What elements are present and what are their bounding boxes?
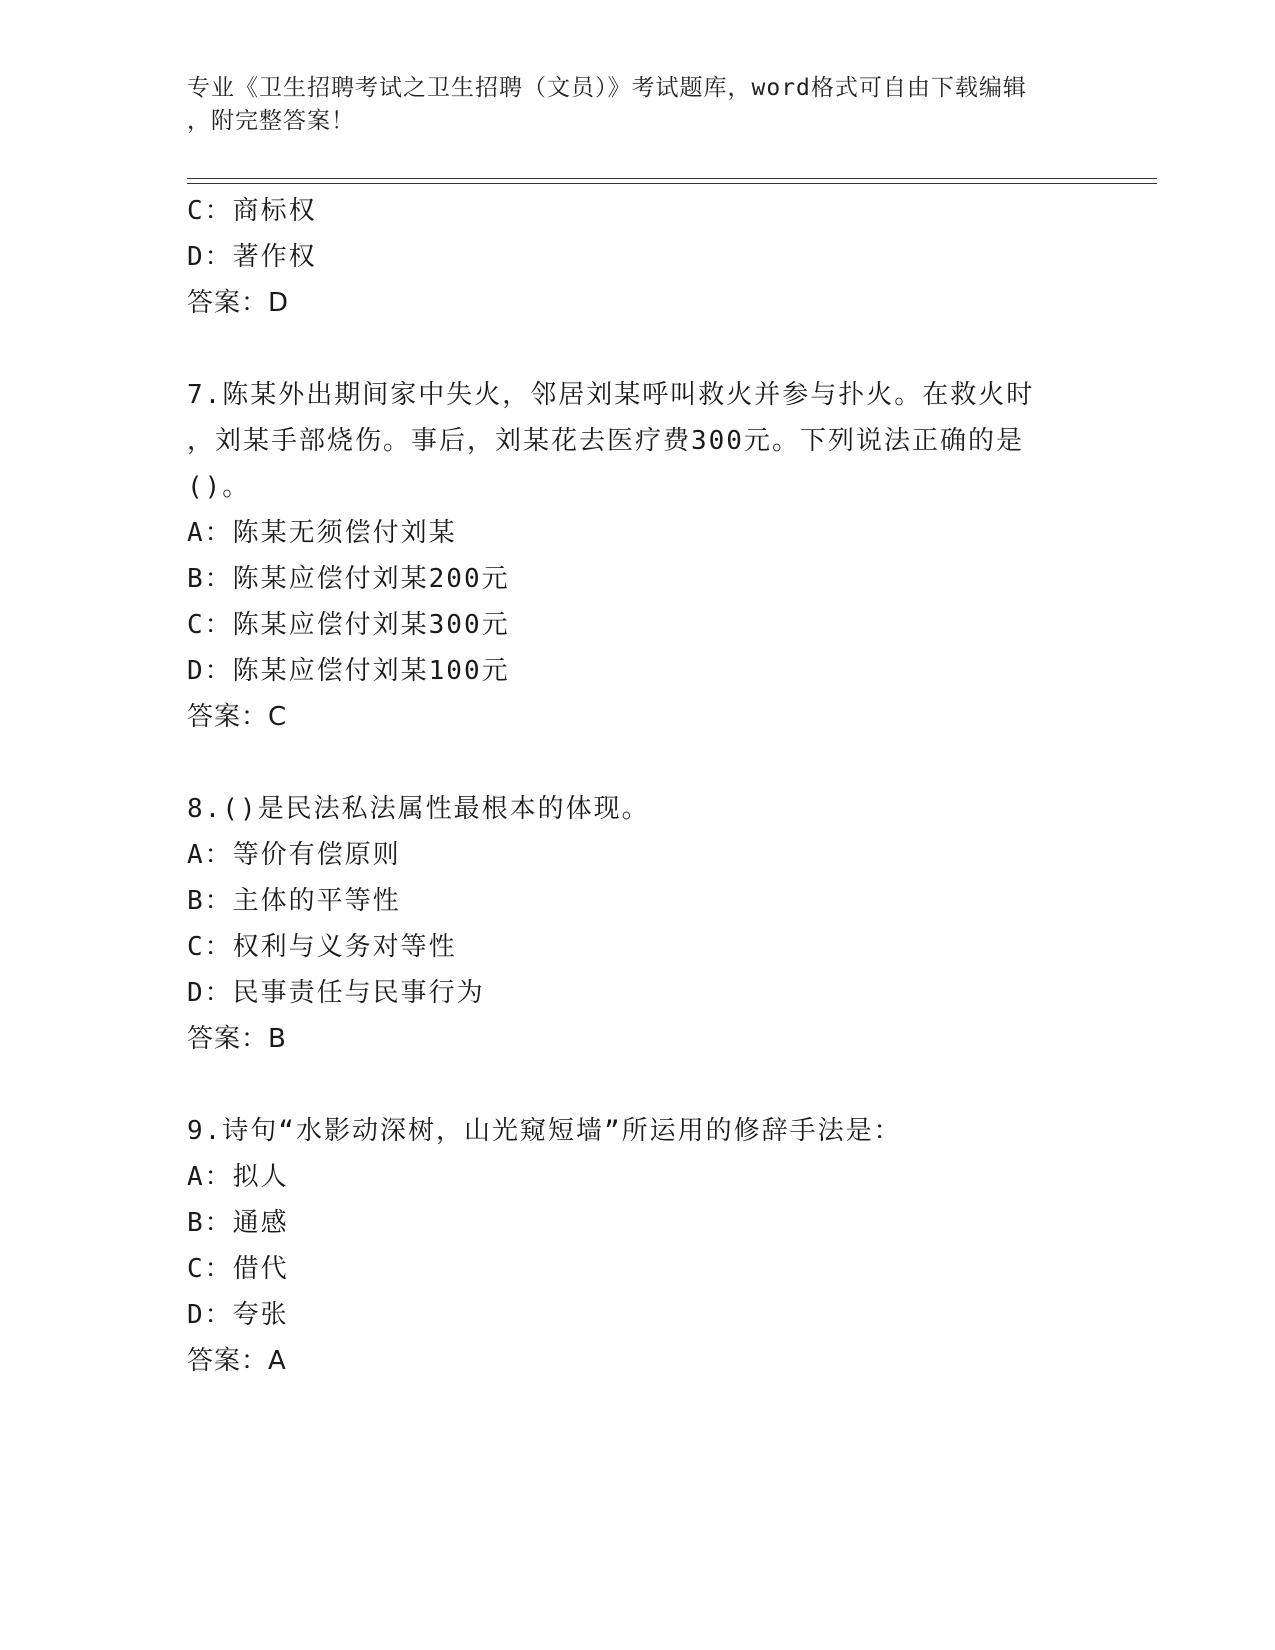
spacer (187, 740, 1087, 786)
option-a: A：等价有偿原则 (187, 840, 401, 870)
question-text-line: ，刘某手部烧伤。事后，刘某花去医疗费300元。下列说法正确的是 (187, 426, 1024, 456)
answer-line: 答案：C (187, 702, 288, 732)
question-text (187, 1108, 1087, 1154)
option-b: B：陈某应偿付刘某200元 (187, 564, 510, 594)
option-c: C：商标权 (187, 196, 317, 226)
question-text-line: 8.()是民法私法属性最根本的体现。 (187, 794, 650, 824)
header-line-1: 专业《卫生招聘考试之卫生招聘（文员）》考试题库，word格式可自由下载编辑 (187, 75, 1027, 101)
option-c: C：借代 (187, 1254, 289, 1284)
question-7 (187, 372, 1087, 740)
option-d: D：民事责任与民事行为 (187, 978, 485, 1008)
header-line-2: ，附完整答案！ (187, 108, 355, 134)
option-d: D：陈某应偿付刘某100元 (187, 656, 510, 686)
option-a: A：陈某无须偿付刘某 (187, 518, 457, 548)
option-d: D：夸张 (187, 1300, 289, 1330)
question-text-line: 7.陈某外出期间家中失火，邻居刘某呼叫救火并参与扑火。在救火时 (187, 380, 1035, 410)
question-text-line: ()。 (187, 472, 251, 502)
question-text-line: 9.诗句“水影动深树，山光窥短墙”所运用的修辞手法是： (187, 1116, 902, 1146)
question-8 (187, 786, 1087, 1062)
spacer (187, 326, 1087, 372)
question-text (187, 372, 1087, 510)
header-divider-top (187, 178, 1157, 179)
question-text (187, 786, 1087, 832)
option-c: C：权利与义务对等性 (187, 932, 457, 962)
option-d: D：著作权 (187, 242, 317, 272)
answer-line: 答案：A (187, 1346, 287, 1376)
document-header (187, 72, 1067, 138)
option-a: A：拟人 (187, 1162, 289, 1192)
spacer (187, 1062, 1087, 1108)
partial-question (187, 188, 1087, 326)
header-divider-bottom (187, 183, 1157, 184)
answer-line: 答案：B (187, 1024, 287, 1054)
option-b: B：主体的平等性 (187, 886, 401, 916)
option-c: C：陈某应偿付刘某300元 (187, 610, 510, 640)
answer-line: 答案：D (187, 288, 290, 318)
question-9 (187, 1108, 1087, 1384)
document-body (187, 188, 1087, 1384)
option-b: B：通感 (187, 1208, 289, 1238)
